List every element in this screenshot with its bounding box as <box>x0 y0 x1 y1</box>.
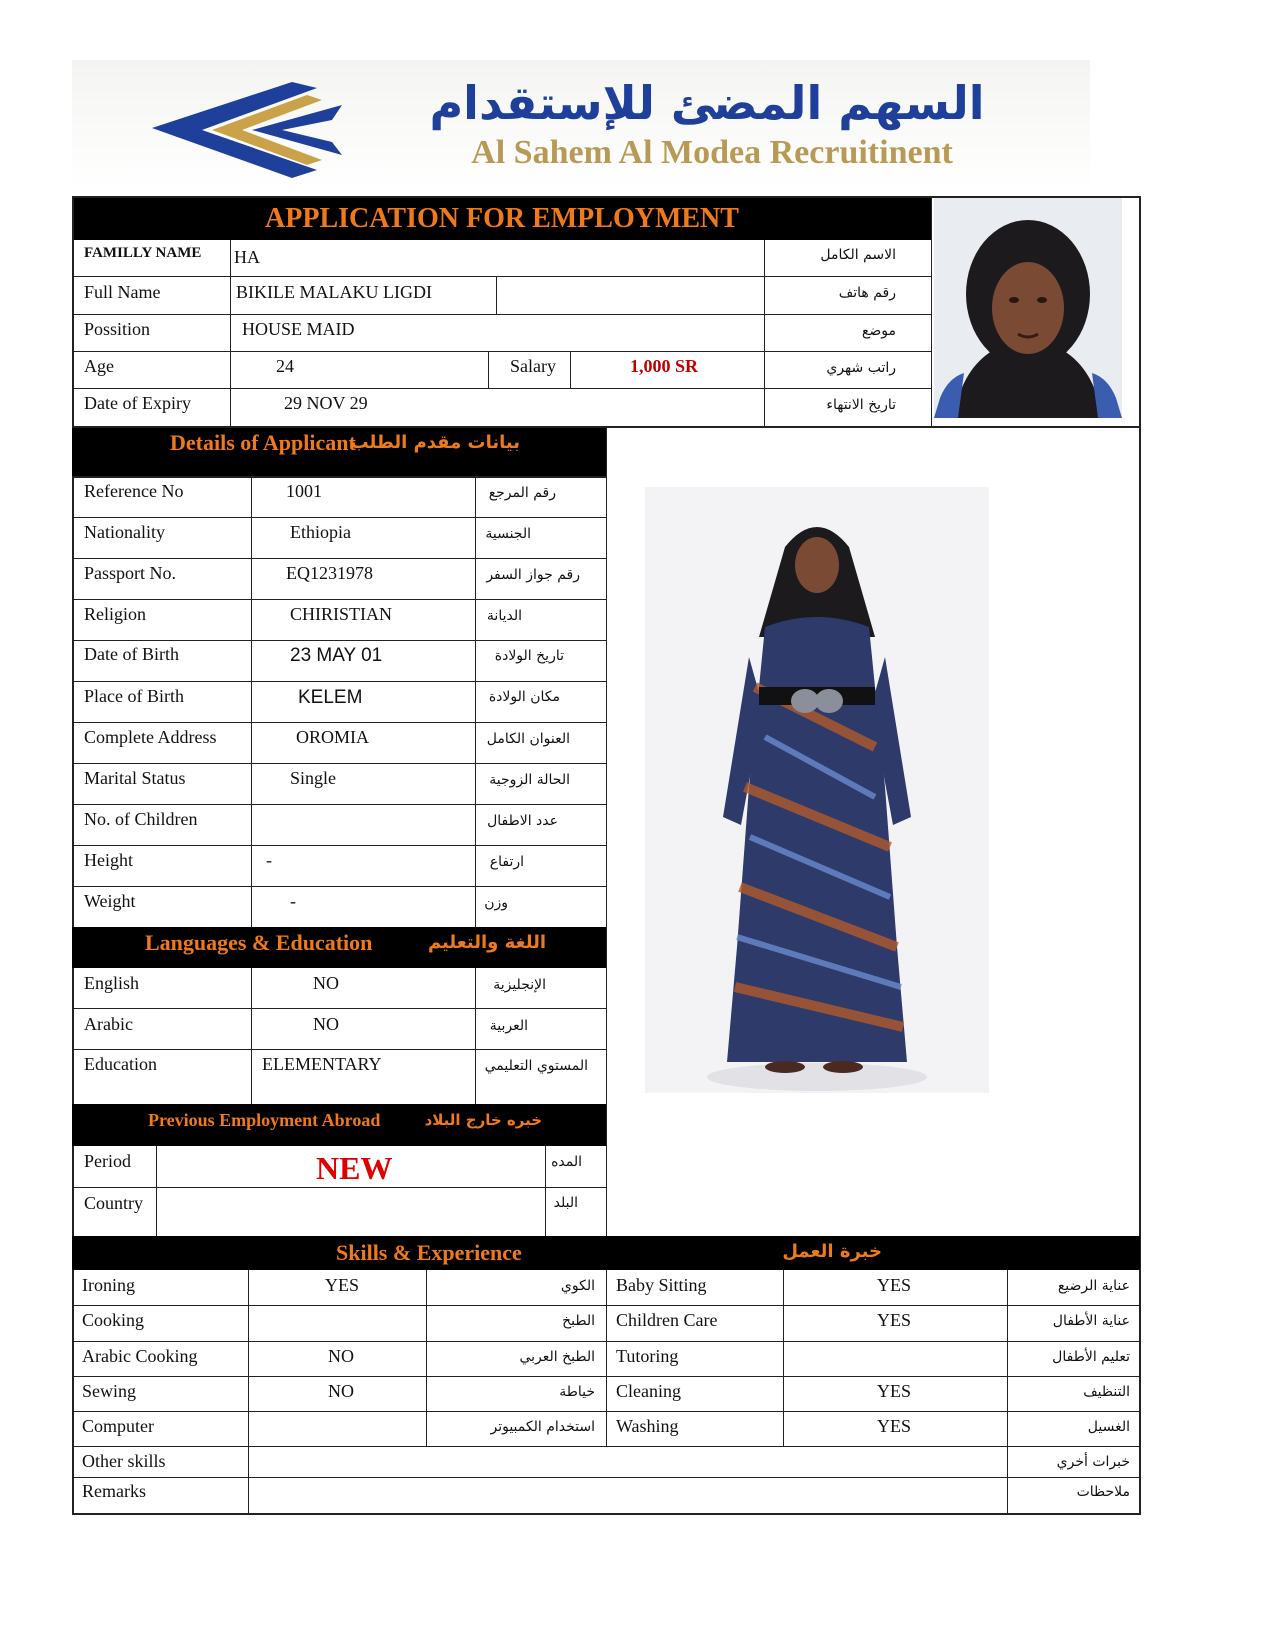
washing-value: YES <box>877 1416 912 1436</box>
sewing-arabic: خياطة <box>559 1384 595 1400</box>
details-title-ar: بيانات مقدم الطلب <box>350 432 520 453</box>
age-value: 24 <box>276 356 294 376</box>
dob-value: 23 MAY 01 <box>290 645 383 666</box>
reference-no-label: Reference No <box>84 481 184 501</box>
country-arabic: البلد <box>553 1195 578 1211</box>
previous-title-en: Previous Employment Abroad <box>148 1110 381 1130</box>
arrow-logo-icon <box>142 60 362 190</box>
english-value: NO <box>313 973 339 993</box>
languages-title-en: Languages & Education <box>145 930 373 955</box>
computer-arabic: استخدام الكمبيوتر <box>490 1419 595 1435</box>
ironing-label: Ironing <box>82 1275 135 1295</box>
dob-arabic: تاريخ الولادة <box>494 648 564 664</box>
expiry-label: Date of Expiry <box>84 393 191 413</box>
baby-sitting-value: YES <box>877 1275 912 1295</box>
children-care-value: YES <box>877 1310 912 1330</box>
expiry-arabic: تاريخ الانتهاء <box>826 397 896 413</box>
religion-value: CHIRISTIAN <box>290 604 392 624</box>
children-arabic: عدد الاطفال <box>487 813 558 829</box>
pob-arabic: مكان الولادة <box>488 689 560 705</box>
weight-arabic: وزن <box>484 895 508 911</box>
children-care-label: Children Care <box>616 1310 718 1330</box>
country-label: Country <box>84 1193 144 1213</box>
details-title-en: Details of Applicant <box>170 430 356 455</box>
other-skills-arabic: خبرات أخري <box>1056 1454 1130 1470</box>
arabic-cooking-label: Arabic Cooking <box>82 1346 198 1366</box>
skills-bar <box>72 1236 1140 1270</box>
phone-arabic: رقم هاتف <box>838 285 896 301</box>
height-arabic: ارتفاع <box>489 854 524 870</box>
full-name-value: BIKILE MALAKU LIGDI <box>236 282 432 302</box>
children-label: No. of Children <box>84 809 198 829</box>
period-value: NEW <box>316 1150 393 1186</box>
full-body-photo <box>645 487 989 1093</box>
height-label: Height <box>84 850 133 870</box>
full-name-label: Full Name <box>84 282 161 302</box>
family-name-arabic: الاسم الكامل <box>820 247 896 263</box>
position-value: HOUSE MAID <box>242 319 355 339</box>
arabic-value: NO <box>313 1014 339 1034</box>
skills-title-ar: خبرة العمل <box>782 1241 882 1262</box>
arabic-arabic: العربية <box>489 1018 528 1034</box>
cleaning-label: Cleaning <box>616 1381 681 1401</box>
reference-no-arabic: رقم المرجع <box>488 485 556 501</box>
period-label: Period <box>84 1151 131 1171</box>
arabic-cooking-value: NO <box>328 1346 354 1366</box>
age-label: Age <box>84 356 114 376</box>
religion-arabic: الديانة <box>486 608 522 624</box>
arabic-cooking-arabic: الطبخ العربي <box>519 1349 595 1365</box>
english-label: English <box>84 973 140 993</box>
nationality-value: Ethiopia <box>290 522 351 542</box>
pob-value: KELEM <box>298 687 363 708</box>
sewing-value: NO <box>328 1381 354 1401</box>
address-label: Complete Address <box>84 727 217 747</box>
passport-arabic: رقم جواز السفر <box>486 567 580 583</box>
tutoring-label: Tutoring <box>616 1346 679 1366</box>
address-value: OROMIA <box>296 727 370 747</box>
computer-label: Computer <box>82 1416 154 1436</box>
pob-label: Place of Birth <box>84 686 184 706</box>
previous-title-ar: خبره خارج البلاد <box>424 1111 542 1129</box>
height-value: - <box>266 850 272 870</box>
marital-status-arabic: الحالة الزوجية <box>489 772 570 788</box>
skills-title-en: Skills & Experience <box>336 1240 522 1265</box>
portrait-photo <box>934 198 1122 418</box>
logo-banner <box>72 60 1090 190</box>
cleaning-arabic: التنظيف <box>1083 1384 1130 1400</box>
weight-value: - <box>290 891 296 911</box>
remarks-label: Remarks <box>82 1481 146 1501</box>
washing-label: Washing <box>616 1416 679 1436</box>
ironing-value: YES <box>325 1275 360 1295</box>
logo-english-text: Al Sahem Al Modea Recruitinent <box>471 134 953 171</box>
dob-label: Date of Birth <box>84 644 179 664</box>
cooking-arabic: الطبخ <box>562 1313 595 1329</box>
cleaning-value: YES <box>877 1381 912 1401</box>
passport-value: EQ1231978 <box>286 563 373 583</box>
position-arabic: موضع <box>861 323 896 339</box>
nationality-arabic: الجنسية <box>485 526 531 542</box>
marital-status-value: Single <box>290 768 337 788</box>
passport-label: Passport No. <box>84 563 177 583</box>
family-name-label: FAMILLY NAME <box>84 245 202 261</box>
family-name-value: HA <box>234 247 260 267</box>
logo-arabic-text: السهم المضئ للإستقدام <box>429 76 985 130</box>
sewing-label: Sewing <box>82 1381 136 1401</box>
education-value: ELEMENTARY <box>262 1054 382 1074</box>
other-skills-label: Other skills <box>82 1451 166 1471</box>
tutoring-arabic: تعليم الأطفال <box>1052 1349 1130 1365</box>
english-arabic: الإنجليزية <box>493 977 546 993</box>
education-arabic: المستوي التعليمي <box>484 1058 588 1074</box>
marital-status-label: Marital Status <box>84 768 186 788</box>
children-care-arabic: عناية الأطفال <box>1052 1313 1130 1329</box>
remarks-arabic: ملاحظات <box>1076 1484 1130 1500</box>
monthly-salary-arabic: راتب شهري <box>826 360 896 376</box>
cooking-label: Cooking <box>82 1310 145 1330</box>
washing-arabic: الغسيل <box>1087 1419 1130 1435</box>
position-label: Possition <box>84 319 151 339</box>
period-arabic: المده <box>551 1154 582 1170</box>
page-title: APPLICATION FOR EMPLOYMENT <box>265 203 739 234</box>
reference-no-value: 1001 <box>286 481 322 501</box>
nationality-label: Nationality <box>84 522 165 542</box>
weight-label: Weight <box>84 891 136 911</box>
address-arabic: العنوان الكامل <box>486 731 570 747</box>
ironing-arabic: الكوي <box>560 1278 595 1294</box>
salary-value: 1,000 SR <box>630 356 699 376</box>
religion-label: Religion <box>84 604 146 624</box>
arabic-label: Arabic <box>84 1014 133 1034</box>
expiry-value: 29 NOV 29 <box>284 393 368 413</box>
languages-title-ar: اللغة والتعليم <box>427 932 546 953</box>
baby-sitting-arabic: عناية الرضيع <box>1057 1278 1130 1294</box>
baby-sitting-label: Baby Sitting <box>616 1275 707 1295</box>
education-label: Education <box>84 1054 157 1074</box>
salary-label: Salary <box>510 356 556 376</box>
